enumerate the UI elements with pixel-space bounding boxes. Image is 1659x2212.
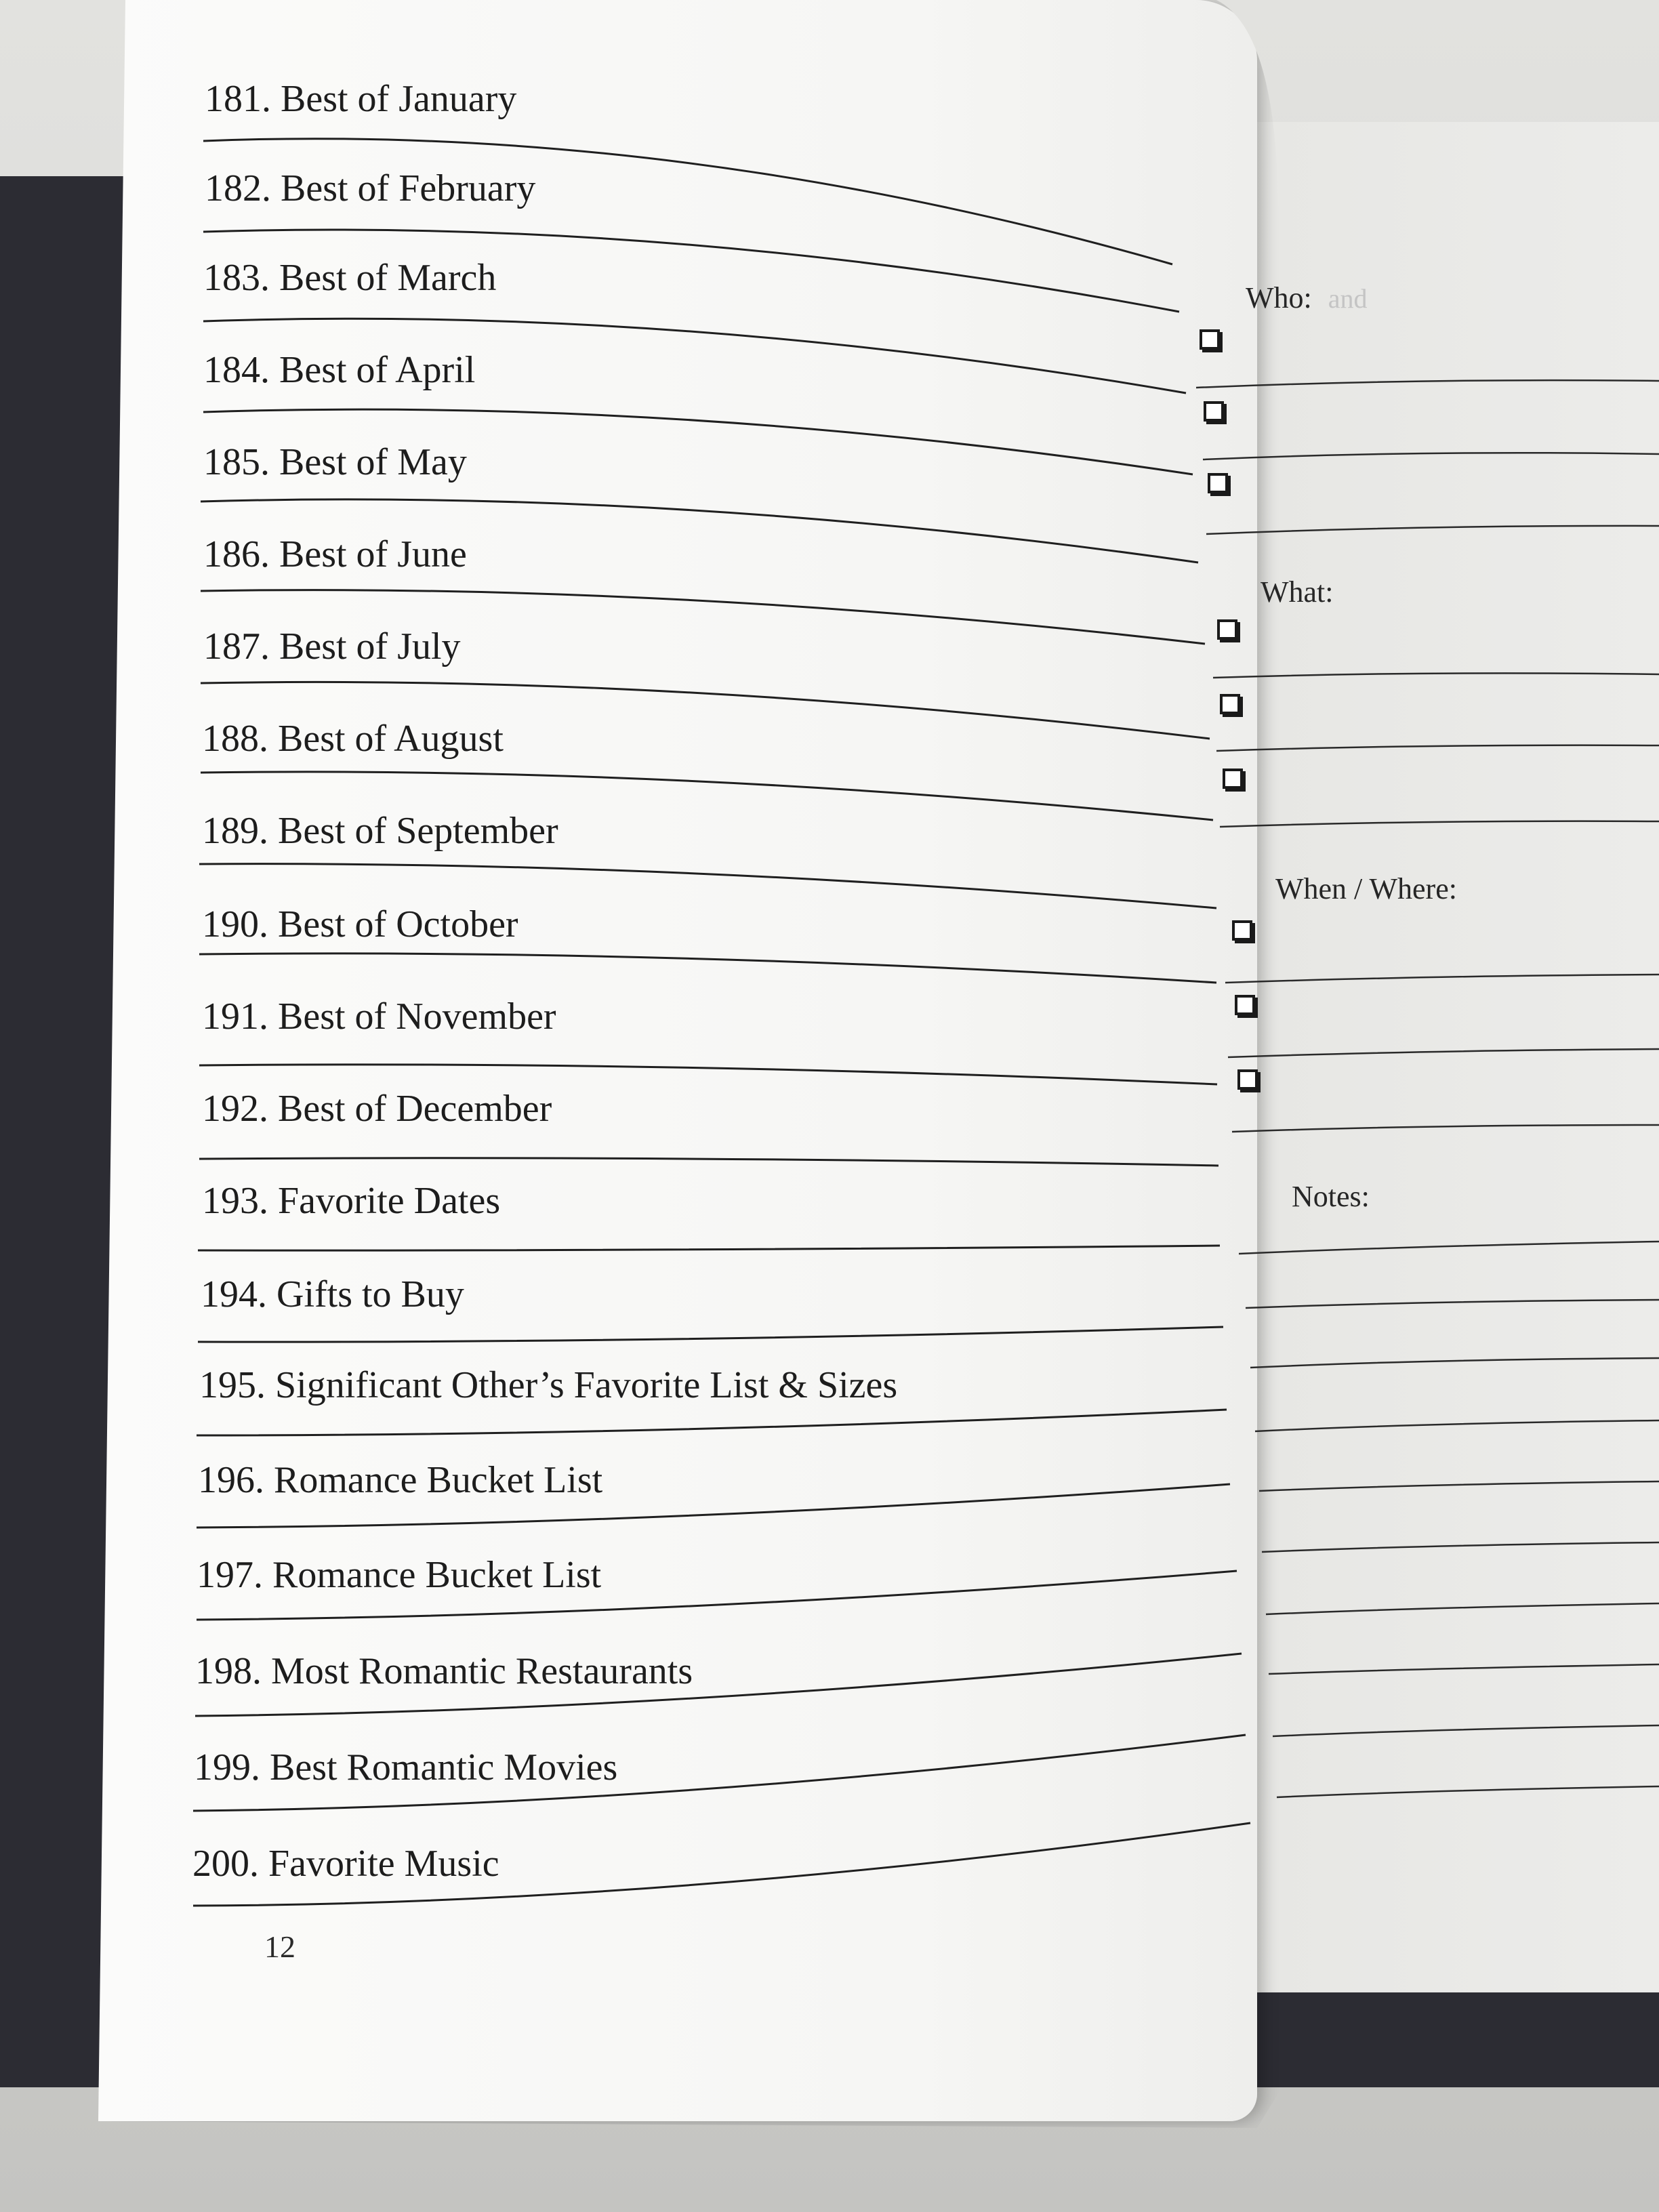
when-where-checkbox-1[interactable] [1232,920,1252,941]
what-label: What: [1261,575,1334,609]
list-entry-200: 200. Favorite Music [192,1843,499,1885]
list-entry-187: 187. Best of July [203,626,461,668]
list-entry-190: 190. Best of October [202,903,518,945]
list-entry-185: 185. Best of May [203,441,467,483]
list-entry-195: 195. Significant Other’s Favorite List & Sizes [199,1364,898,1406]
list-entry-188: 188. Best of August [202,718,504,760]
list-entry-193: 193. Favorite Dates [202,1180,501,1222]
list-entry-196: 196. Romance Bucket List [198,1459,603,1501]
page-number: 12 [264,1929,295,1964]
list-entry-182: 182. Best of February [205,167,536,209]
who-checkbox-2[interactable] [1204,401,1224,422]
notes-label: Notes: [1292,1180,1370,1213]
list-entry-198: 198. Most Romantic Restaurants [195,1650,693,1692]
who-label [1246,281,1368,315]
left-page [98,0,1257,2121]
list-entry-197: 197. Romance Bucket List [197,1554,602,1596]
list-entry-189: 189. Best of September [202,810,558,852]
who-checkbox-1[interactable] [1200,329,1220,350]
list-entry-181: 181. Best of January [205,78,517,120]
list-entry-184: 184. Best of April [203,349,476,391]
what-checkbox-2[interactable] [1220,694,1240,714]
what-checkbox-1[interactable] [1217,619,1237,640]
list-entry-183: 183. Best of March [203,257,497,299]
who-label-text: Who: [1246,281,1312,314]
list-entry-191: 191. Best of November [202,996,556,1038]
list-entry-194: 194. Gifts to Buy [201,1273,464,1315]
list-entry-199: 199. Best Romantic Movies [194,1746,618,1788]
list-entry-186: 186. Best of June [203,533,467,575]
what-checkbox-3[interactable] [1223,769,1243,789]
when-where-checkbox-2[interactable] [1235,995,1255,1015]
who-checkbox-3[interactable] [1208,473,1228,493]
who-faded-text: and [1328,283,1368,314]
when-where-checkbox-3[interactable] [1237,1069,1258,1090]
when-where-label: When / Where: [1275,872,1457,905]
list-entry-192: 192. Best of December [202,1088,552,1130]
